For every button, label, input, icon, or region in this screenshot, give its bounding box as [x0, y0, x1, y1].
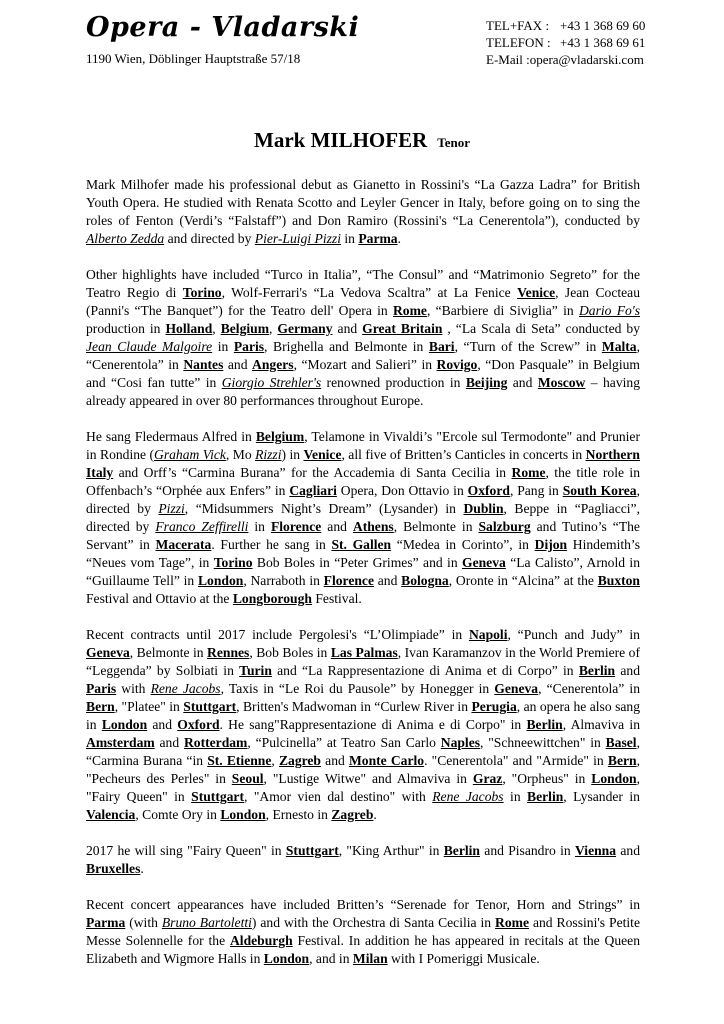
contact-label: TELEFON : — [486, 35, 551, 50]
place-name: Paris — [86, 681, 117, 696]
place-name: Aldeburgh — [229, 933, 293, 948]
contact-value: +43 1 368 69 61 — [560, 35, 646, 50]
place-name: London — [220, 807, 266, 822]
place-name: Rome — [392, 303, 427, 318]
letterhead-address: 1190 Wien, Döblinger Hauptstraße 57/18 — [86, 51, 301, 66]
place-name: Parma — [86, 915, 126, 930]
place-name: Paris — [233, 339, 265, 354]
person-name: Jean Claude Malgoire — [86, 339, 213, 354]
person-name: Franco Zeffirelli — [155, 519, 249, 534]
person-name: Giorgio Strehler's — [221, 375, 322, 390]
place-name: Torino — [182, 285, 222, 300]
place-name: Rotterdam — [183, 735, 248, 750]
place-name: London — [197, 573, 244, 588]
place-name: Bologna — [401, 573, 449, 588]
place-name: Bern — [607, 753, 637, 768]
place-name: Milan — [352, 951, 388, 966]
place-name: Amsterdam — [86, 735, 155, 750]
place-name: Germany — [277, 321, 333, 336]
contact-row-telfax — [486, 17, 645, 34]
contact-row-telefon — [486, 34, 645, 51]
place-name: Perugia — [471, 699, 517, 714]
contact-label: E-Mail : — [486, 52, 530, 67]
place-name: Seoul — [231, 771, 264, 786]
person-name: Pizzi — [158, 501, 185, 516]
biography-paragraph: Recent contracts until 2017 include Pergolesi's “L’Olimpiade” in Napoli, “Punch and Judy” in Geneva, Belmonte in Rennes, Bob Boles in Las Palmas, Ivan Karamanzov in the World Premiere of “Leggenda” by Solbiati in Turin and “La Rappresentazione di Anima et di Corpo” in Berlin and Paris with Rene Jacobs, Taxis in “Le Roi du Pausole” by Honegger in Geneva, “Cenerentola” in Bern, "Platee" in Stuttgart, Britten's Madwoman in “Curlew River in Perugia, an opera he also sang in London and Oxford. He sang"Rappresentazione di Anima e di Corpo" in Berlin, Almaviva in Amsterdam and Rotterdam, “Pulcinella” at Teatro San Carlo Naples, "Schneewittchen" in Basel, “Carmina Burana “in St. Etienne, Zagreb and Monte Carlo. "Cenerentola" and "Armide" in Bern, "Pecheurs des Perles" in Seoul, "Lustige Witwe" and Almaviva in Graz, "Orpheus" in London, "Fairy Queen" in Stuttgart, "Amor vien dal destino" with Rene Jacobs in Berlin, Lysander in Valencia, Comte Ory in London, Ernesto in Zagreb. — [86, 627, 641, 822]
place-name: Valencia — [86, 807, 136, 822]
place-name: Bruxelles — [86, 861, 141, 876]
person-name: Pier-Luigi Pizzi — [254, 231, 341, 246]
biography-paragraph: 2017 he will sing "Fairy Queen" in Stuttgart, "King Arthur" in Berlin and Pisandro in Vienna and Bruxelles. — [86, 843, 640, 876]
place-name: Las Palmas — [330, 645, 398, 660]
biography-paragraph: He sang Fledermaus Alfred in Belgium, Telamone in Vivaldi’s "Ercole sul Termodonte" and Prunier in Rondine (Graham Vick, Mo Rizzi) in Venice, all five of Britten’s Canticles in concerts in Northern Italy and Orff’s “Carmina Burana” for the Accademia di Santa Cecilia in Rome, the title role in Offenbach’s “Orphée aux Enfers” in Cagliari Opera, Don Ottavio in Oxford, Pang in South Korea, directed by Pizzi, “Midsummers Night’s Dream” (Lysander) in Dublin, Beppe in “Pagliacci”, directed by Franco Zeffirelli in Florence and Athens, Belmonte in Salzburg and Tutino’s “The Servant” in Macerata. Further he sang in St. Gallen “Medea in Corinto”, in Dijon Hindemith’s “Neues vom Tage”, in Torino Bob Boles in “Peter Grimes” and in Geneva “La Calisto”, Arnold in “Guillaume Tell” in London, Narraboth in Florence and Bologna, Oronte in “Alcina” at the Buxton Festival and Ottavio at the Longborough Festival. — [86, 429, 641, 606]
place-name: Stuttgart — [285, 843, 339, 858]
place-name: Beijing — [465, 375, 508, 390]
person-name: Rene Jacobs — [150, 681, 221, 696]
place-name: Oxford — [467, 483, 510, 498]
place-name: Angers — [252, 357, 294, 372]
place-name: Rennes — [207, 645, 250, 660]
place-name: Zagreb — [331, 807, 374, 822]
place-name: London — [101, 717, 148, 732]
contact-value: opera@vladarski.com — [529, 52, 644, 67]
place-name: Belgium — [255, 429, 305, 444]
place-name: Belgium — [220, 321, 270, 336]
place-name: Holland — [165, 321, 213, 336]
contact-value: +43 1 368 69 60 — [560, 18, 646, 33]
voice-type: Tenor — [437, 135, 470, 150]
place-name: Basel — [605, 735, 637, 750]
place-name: Berlin — [527, 789, 564, 804]
place-name: London — [263, 951, 310, 966]
place-name: Stuttgart — [183, 699, 237, 714]
place-name: Oxford — [177, 717, 220, 732]
contact-row-email — [486, 51, 645, 68]
letterhead-company-name: Opera - Vladarski — [86, 12, 360, 43]
place-name: Nantes — [183, 357, 224, 372]
place-name: Torino — [213, 555, 253, 570]
place-name: Florence — [270, 519, 322, 534]
place-name: Rome — [511, 465, 546, 480]
place-name: Cagliari — [289, 483, 337, 498]
place-name: Salzburg — [478, 519, 531, 534]
artist-name: Mark MILHOFER — [254, 128, 428, 152]
place-name: Bari — [428, 339, 455, 354]
place-name: Venice — [303, 447, 342, 462]
person-name: Graham Vick — [154, 447, 226, 462]
place-name: Venice — [517, 285, 556, 300]
place-name: Malta — [601, 339, 637, 354]
letterhead-contact-block — [486, 17, 645, 68]
page-title — [0, 128, 724, 153]
biography-paragraph: Mark Milhofer made his professional debut as Gianetto in Rossini's “La Gazza Ladra” for British Youth Opera. He studied with Renata Scotto and Leyler Gencer in Italy, before going on to sing the roles of Fenton (Verdi’s “Falstaff”) and Don Ramiro (Rossini's “La Cenerentola”), conducted by Alberto Zedda and directed by Pier-Luigi Pizzi in Parma. — [86, 177, 640, 246]
person-name: Rene Jacobs — [432, 789, 504, 804]
place-name: Geneva — [462, 555, 506, 570]
person-name: Alberto Zedda — [86, 231, 165, 246]
place-name: St. Gallen — [331, 537, 392, 552]
place-name: Geneva — [86, 645, 130, 660]
place-name: Napoli — [468, 627, 508, 642]
place-name: Florence — [323, 573, 374, 588]
place-name: Vienna — [575, 843, 617, 858]
biography-body — [86, 176, 640, 968]
place-name: Parma — [358, 231, 398, 246]
place-name: Moscow — [537, 375, 586, 390]
place-name: Rovigo — [436, 357, 478, 372]
place-name: Turin — [239, 663, 272, 678]
place-name: Longborough — [232, 591, 312, 606]
place-name: Macerata — [155, 537, 212, 552]
place-name: London — [591, 771, 637, 786]
place-name: Bern — [86, 699, 115, 714]
place-name: Berlin — [578, 663, 616, 678]
place-name: Rome — [495, 915, 530, 930]
place-name: Great Britain — [362, 321, 443, 336]
place-name: Zagreb — [278, 753, 321, 768]
place-name: South Korea — [562, 483, 637, 498]
place-name: Dijon — [534, 537, 568, 552]
contact-label: TEL+FAX : — [486, 18, 550, 33]
person-name: Rizzi — [255, 447, 282, 462]
place-name: Buxton — [597, 573, 640, 588]
person-name: Dario Fo's — [578, 303, 640, 318]
place-name: Athens — [352, 519, 394, 534]
place-name: Monte Carlo — [348, 753, 425, 768]
place-name: St. Etienne — [207, 753, 272, 768]
biography-paragraph: Recent concert appearances have included Britten’s “Serenade for Tenor, Horn and Strings” in Parma (with Bruno Bartoletti) and with the Orchestra di Santa Cecilia in Rome and Rossini's Petite Messe Solennelle for the Aldeburgh Festival. In addition he has appeared in recitals at the Queen Elizabeth and Wigmore Halls in London, and in Milan with I Pomeriggi Musicale. — [86, 897, 641, 966]
place-name: Berlin — [443, 843, 480, 858]
place-name: Naples — [440, 735, 481, 750]
place-name: Dublin — [463, 501, 504, 516]
biography-paragraph: Other highlights have included “Turco in Italia”, “The Consul” and “Matrimonio Segreto” for the Teatro Regio di Torino, Wolf-Ferrari's “La Vedova Scaltra” at La Fenice Venice, Jean Cocteau (Panni's “The Banquet”) for the Teatro dell' Opera in Rome, “Barbiere di Siviglia” in Dario Fo's production in Holland, Belgium, Germany and Great Britain , “La Scala di Seta” conducted by Jean Claude Malgoire in Paris, Brighella and Belmonte in Bari, “Turn of the Screw” in Malta, “Cenerentola” in Nantes and Angers, “Mozart and Salieri” in Rovigo, “Don Pasquale” in Belgium and “Cosi fan tutte” in Giorgio Strehler's renowned production in Beijing and Moscow – having already appeared in over 80 performances throughout Europe. — [86, 267, 641, 408]
place-name: Northern Italy — [86, 447, 640, 480]
person-name: Bruno Bartoletti — [161, 915, 252, 930]
place-name: Berlin — [526, 717, 563, 732]
place-name: Graz — [472, 771, 503, 786]
place-name: Stuttgart — [191, 789, 244, 804]
place-name: Geneva — [494, 681, 539, 696]
